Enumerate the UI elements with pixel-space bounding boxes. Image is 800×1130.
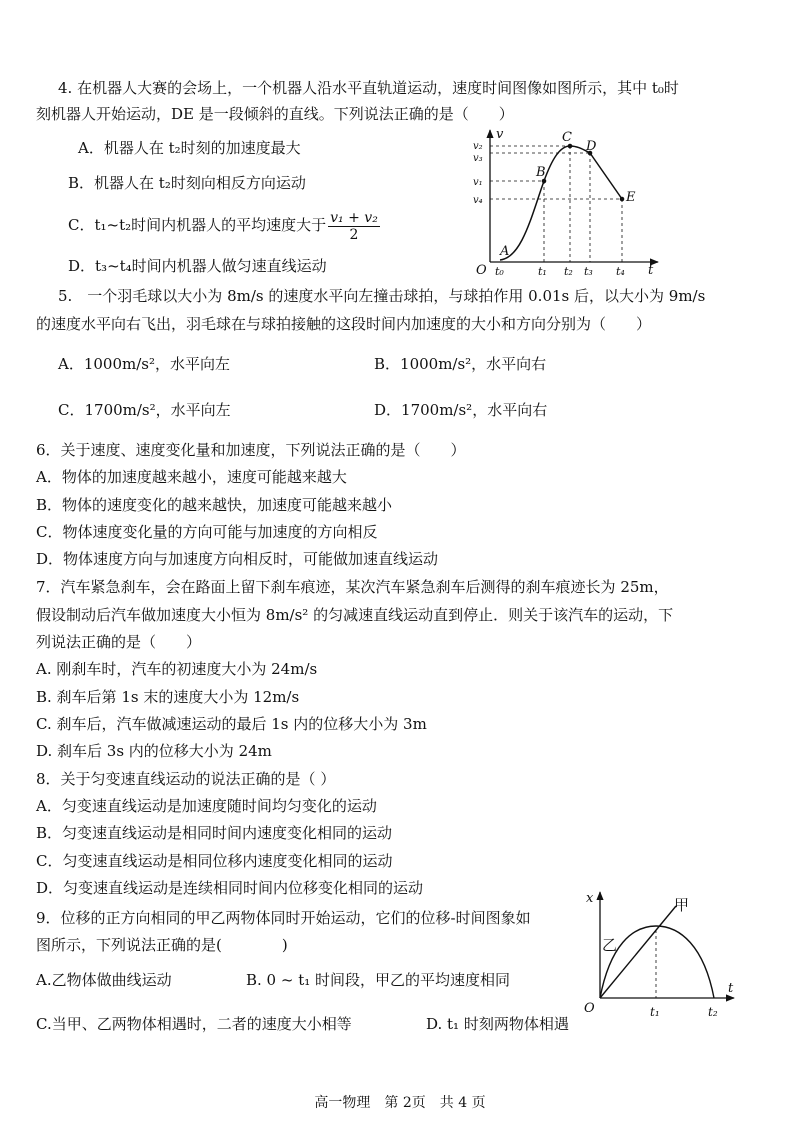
- q4-v4-label: v₄: [473, 195, 483, 206]
- q4-point-b: B: [536, 165, 546, 180]
- q9-x-axis-label: x: [586, 891, 594, 906]
- q9-t2-label: t₂: [708, 1005, 718, 1019]
- q5-stem-line2: 的速度水平向右飞出，羽毛球在与球拍接触的这段时间内加速度的大小和方向分别为（ ）: [36, 315, 652, 333]
- q9-stem-line1: 9．位移的正方向相同的甲乙两物体同时开始运动，它们的位移-时间图象如: [36, 909, 531, 927]
- q9-option-c: C.当甲、乙两物体相遇时，二者的速度大小相等: [36, 1015, 352, 1033]
- q4-option-a: A．机器人在 t₂时刻的加速度最大: [78, 139, 301, 157]
- q9-option-b: B. 0 ~ t₁ 时间段，甲乙的平均速度相同: [246, 971, 511, 989]
- q4-option-b: B．机器人在 t₂时刻向相反方向运动: [68, 174, 306, 192]
- q4-fraction-numerator: v₁ + v₂: [330, 209, 378, 226]
- q4-t2-label: t₂: [564, 265, 573, 278]
- q4-stem-line1: 4. 在机器人大赛的会场上，一个机器人沿水平直轨道运动，速度时间图像如图所示，其中 t₀时: [58, 79, 679, 97]
- q7-stem-line3: 列说法正确的是（ ）: [36, 633, 202, 651]
- q4-v2-label: v₂: [473, 141, 483, 152]
- q4-t-axis-label: t: [648, 263, 654, 278]
- q4-origin-label: O: [476, 263, 487, 278]
- q4-option-c-fraction: [328, 210, 380, 243]
- q4-option-d: D．t₃~t₄时间内机器人做匀速直线运动: [68, 257, 327, 275]
- q4-option-c: [68, 206, 380, 244]
- q8-option-a: A．匀变速直线运动是加速度随时间均匀变化的运动: [36, 797, 377, 815]
- q9-t-axis-label: t: [728, 981, 734, 996]
- q5-option-c: C．1700m/s²，水平向左: [58, 401, 231, 419]
- q4-point-e: E: [626, 190, 636, 205]
- q4-line-de: [590, 153, 622, 199]
- q5-option-a: A．1000m/s²，水平向左: [58, 355, 230, 373]
- q4-v3-label: v₃: [473, 153, 483, 164]
- q9-curve-yi: [600, 926, 714, 998]
- q4-point-c: C: [562, 130, 572, 145]
- q4-t4-label: t₄: [616, 265, 625, 278]
- q9-origin-label: O: [584, 1001, 595, 1016]
- q7-option-b: B. 刹车后第 1s 末的速度大小为 12m/s: [36, 688, 300, 706]
- q4-dashed-guides: [490, 146, 622, 262]
- q7-option-d: D. 刹车后 3s 内的位移大小为 24m: [36, 742, 272, 760]
- q4-option-c-text: C．t₁~t₂时间内机器人的平均速度大于: [68, 216, 327, 234]
- q4-t3-label: t₃: [584, 265, 593, 278]
- q5-stem-line1: 5. 一个羽毛球以大小为 8m/s 的速度水平向左撞击球拍，与球拍作用 0.01s 后，以大小为 9m/s: [58, 287, 706, 305]
- q8-option-d: D．匀变速直线运动是连续相同时间内位移变化相同的运动: [36, 879, 424, 897]
- q8-stem: 8．关于匀变速直线运动的说法正确的是（ ）: [36, 770, 336, 788]
- q9-label-yi: 乙: [602, 936, 618, 954]
- q9-option-d: D. t₁ 时刻两物体相遇: [426, 1015, 569, 1033]
- q6-option-d: D．物体速度方向与加速度方向相反时，可能做加速直线运动: [36, 550, 439, 568]
- q8-option-c: C．匀变速直线运动是相同位移内速度变化相同的运动: [36, 852, 393, 870]
- q4-v1-label: v₁: [473, 177, 483, 188]
- q6-option-c: C．物体速度变化量的方向可能与加速度的方向相反: [36, 523, 378, 541]
- q9-t1-label: t₁: [650, 1005, 660, 1019]
- q4-point-d: D: [586, 139, 597, 154]
- q6-stem: 6．关于速度、速度变化量和加速度，下列说法正确的是（ ）: [36, 441, 466, 459]
- q7-option-c: C. 刹车后，汽车做减速运动的最后 1s 内的位移大小为 3m: [36, 715, 427, 733]
- q9-option-a: A.乙物体做曲线运动: [36, 971, 172, 989]
- q4-point-a: A: [500, 244, 510, 259]
- q6-option-b: B．物体的速度变化的越来越快，加速度可能越来越小: [36, 496, 393, 514]
- q4-point-labels: [499, 130, 636, 259]
- q9-label-jia: 甲: [674, 896, 690, 914]
- q5-option-d: D．1700m/s²，水平向右: [374, 401, 548, 419]
- q4-v-tick-labels: [473, 141, 483, 206]
- q9-xt-graph: [580, 886, 740, 1024]
- q5-option-b: B．1000m/s²，水平向右: [374, 355, 547, 373]
- q4-stem-line2: 刻机器人开始运动，DE 是一段倾斜的直线。下列说法正确的是（ ）: [36, 105, 514, 123]
- q4-vt-graph: [472, 124, 672, 280]
- q9-stem-line2: 图所示，下列说法正确的是( ): [36, 936, 288, 954]
- q4-t0-label: t₀: [495, 265, 504, 278]
- q7-stem-line1: 7．汽车紧急刹车，会在路面上留下刹车痕迹，某次汽车紧急刹车后测得的刹车痕迹长为 25m，: [36, 578, 669, 596]
- q4-v-axis-label: v: [496, 127, 504, 142]
- q7-stem-line2: 假设制动后汽车做加速度大小恒为 8m/s² 的匀减速直线运动直到停止．则关于该汽车的运动，下: [36, 606, 674, 624]
- q4-points: [542, 144, 625, 202]
- q4-t1-label: t₁: [538, 265, 547, 278]
- page-footer: 高一物理 第 2页 共 4 页: [314, 1095, 486, 1111]
- q4-velocity-curve: [500, 146, 590, 260]
- q4-fraction-denominator: 2: [349, 226, 359, 243]
- q8-option-b: B．匀变速直线运动是相同时间内速度变化相同的运动: [36, 824, 393, 842]
- q4-t-tick-labels: [495, 265, 625, 278]
- q7-option-a: A. 刚刹车时，汽车的初速度大小为 24m/s: [36, 660, 318, 678]
- q6-option-a: A．物体的加速度越来越小，速度可能越来越大: [36, 468, 347, 486]
